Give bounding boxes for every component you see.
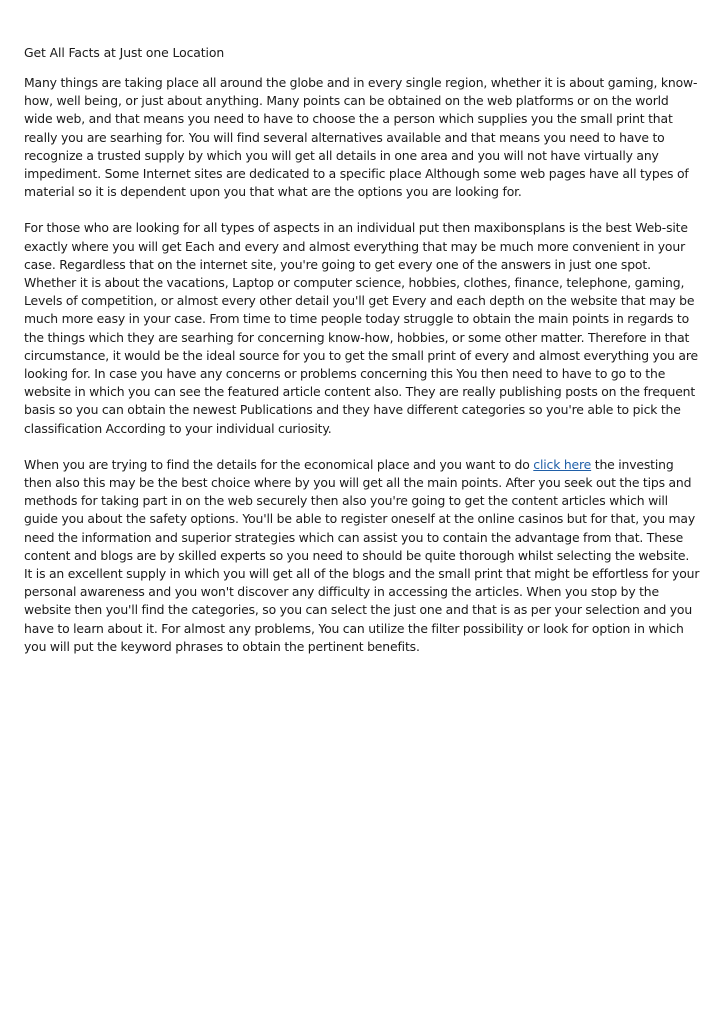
click-here-link[interactable]: click here [533, 456, 592, 472]
paragraph-2: For those who are looking for all types of aspects in an individual put then maxibonsplans is the best Web-site exactly where you will get Each and every and almost everything that may be much more convenient in your case. Regardless that on the internet site, you're going to get every one of the answers in just one spot. Whether it is about the vacations, Laptop or computer science, hobbies, clothes, finance, telephone, gaming, Levels of competition, or almost every other detail you'll get Every and each depth on the website that may be much more easy in your case. From time to time people today struggle to obtain the main points in regards to the things which they are searhing for concerning know-how, hobbies, or some other matter. Therefore in that circumstance, it would be the ideal source for you to get the small print of every and almost everything you are looking for. In case you have any concerns or problems concerning this You then need to have to go to the website in which you can see the featured article content also. They are really publishing posts on the frequent basis so you can obtain the newest Publications and they have different categories so you're able to pick the classification According to your individual curiosity. [24, 220, 699, 436]
paragraph-3 [24, 456, 700, 656]
paragraph-1: Many things are taking place all around the globe and in every single region, whether it is about gaming, know-how, well being, or just about anything. Many points can be obtained on the web platforms or on the world wide web, and that means you need to have to choose the a person which supplies you the small print that really you are searhing for. You will find several alternatives available and that means you need to have to recognize a trusted supply by which you will get all details in one area and you will not have virtually any impediment. Some Internet sites are dedicated to a specific place Although some web pages have all types of material so it is dependent upon you that what are the options you are looking for. [24, 75, 698, 200]
document-title: Get All Facts at Just one Location [24, 45, 225, 60]
document-page [24, 44, 700, 674]
paragraph-3-text-after-link: the investing then also this may be the best choice where by you will get all the main points. After you seek out the tips and methods for taking part in on the web securely then also you're going to get the content articles which will guide you about the safety options. You'll be able to register oneself at the online casinos but for that, you may need the information and superior strategies which can assist you to contain the advantage from that. These content and blogs are by skilled experts so you need to should be quite thorough whilst selecting the website. It is an excellent supply in which you will get all of the blogs and the small print that might be effortless for your personal awareness and you won't discover any difficulty in accessing the articles. When you stop by the website then you'll find the categories, so you can select the just one and that is as per your selection and you have to learn about it. For almost any problems, You can utilize the filter possibility or look for option in which you will put the keyword phrases to obtain the pertinent benefits. [24, 456, 700, 654]
paragraph-3-text-before-link: When you are trying to find the details for the economical place and you want to do [24, 456, 534, 472]
